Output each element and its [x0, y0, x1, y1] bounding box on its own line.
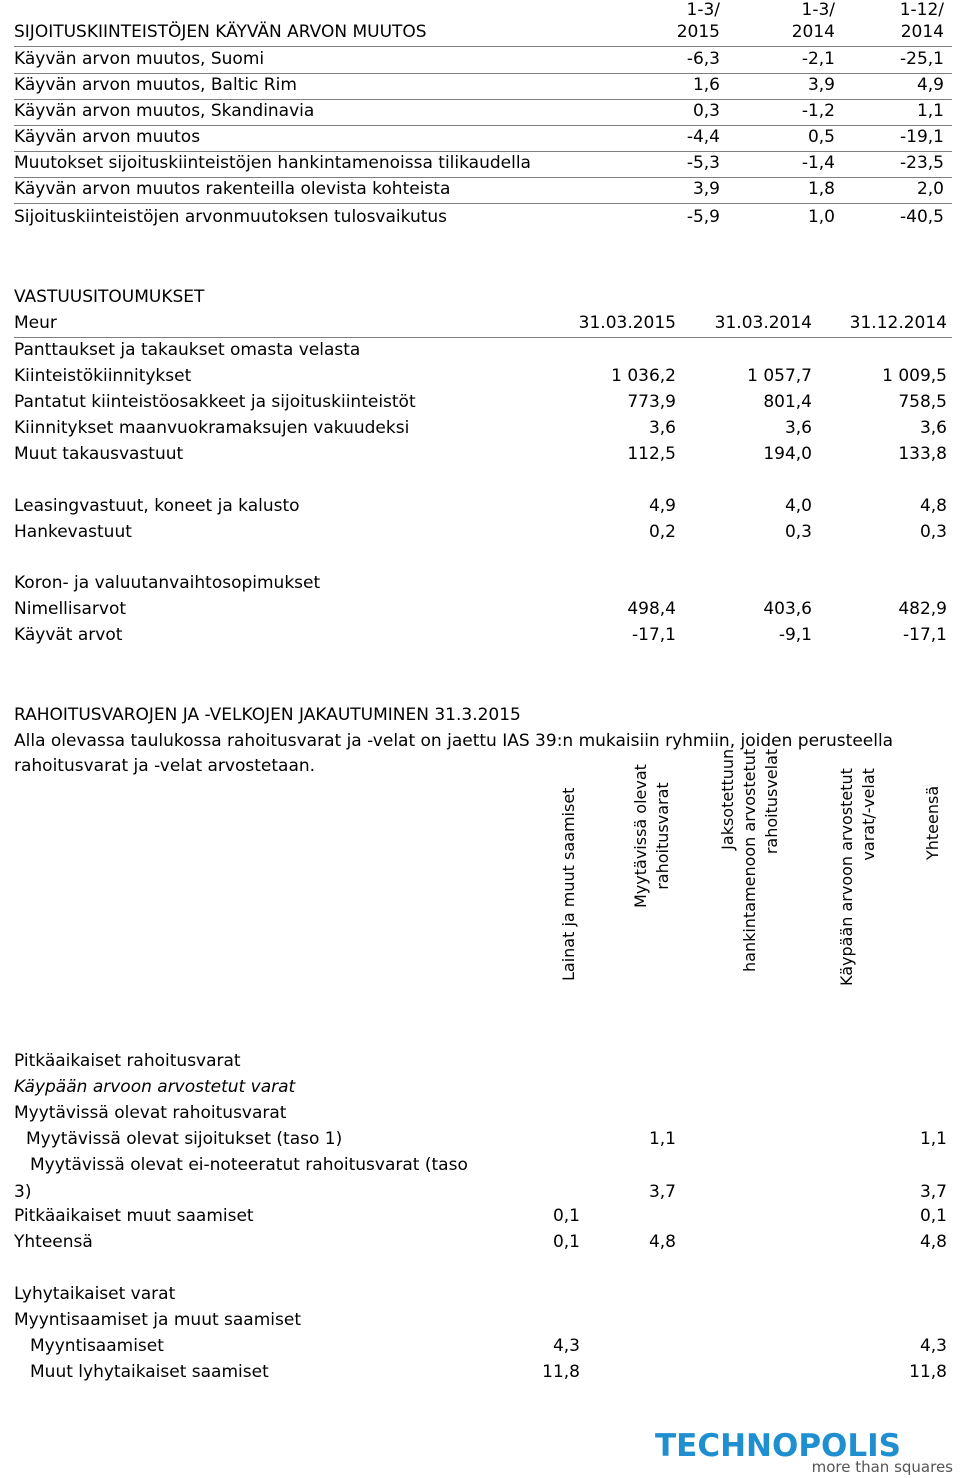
col-header-line: hankintamenoon arvostetut	[740, 748, 759, 972]
row-label: Myyntisaamiset	[30, 1336, 164, 1356]
row-label: Lyhytaikaiset varat	[14, 1284, 176, 1304]
row-label: Sijoituskiinteistöjen arvonmuutoksen tulosvaikutus	[14, 207, 448, 227]
row-value: -23,5	[900, 153, 944, 173]
row-label: Myytävissä olevat ei-noteeratut rahoitusvarat (taso	[30, 1155, 468, 1175]
row-value: 1 009,5	[882, 366, 947, 386]
section3-title: RAHOITUSVAROJEN JA -VELKOJEN JAKAUTUMINEN 31.3.2015	[14, 705, 521, 725]
table-row	[14, 75, 952, 101]
row-label: Kiinteistökiinnitykset	[14, 366, 192, 386]
divider	[14, 203, 952, 204]
section3-title-row	[14, 705, 952, 731]
section2-unit: Meur	[14, 313, 57, 333]
row-value: 773,9	[627, 392, 676, 412]
row-value: 1,6	[692, 75, 720, 95]
row-value: -17,1	[632, 625, 676, 645]
table-row	[14, 1129, 952, 1155]
row-value: 2,0	[916, 179, 944, 199]
row-value: -19,1	[900, 127, 944, 147]
row-value: 3,6	[648, 418, 676, 438]
col-header-line: Käypään arvoon arvostetut	[837, 768, 856, 986]
s1-col1-bottom: 2015	[676, 22, 720, 42]
description-line: Alla olevassa taulukossa rahoitusvarat ja -velat on jaettu IAS 39:n mukaisiin ryhmiin, joiden perusteella	[14, 731, 894, 751]
row-value: -5,3	[686, 153, 720, 173]
row-value: 758,5	[898, 392, 947, 412]
table-row	[14, 496, 952, 522]
row-value: -25,1	[900, 49, 944, 69]
s1-col3-top: 1-12/	[899, 0, 944, 20]
row-value: -9,1	[778, 625, 812, 645]
row-value: 0,3	[919, 522, 947, 542]
row-value: 1,8	[807, 179, 835, 199]
table-row	[14, 1336, 952, 1362]
row-value: 133,8	[898, 444, 947, 464]
row-value: 4,8	[919, 1232, 947, 1252]
s1-col1-top: 1-3/	[686, 0, 720, 20]
row-value: 3,6	[919, 418, 947, 438]
row-value: -17,1	[903, 625, 947, 645]
col-header-line: Lainat ja muut saamiset	[559, 787, 578, 981]
row-value: 11,8	[542, 1362, 580, 1382]
row-value: 801,4	[763, 392, 812, 412]
row-value: 1,1	[919, 1129, 947, 1149]
logo-tagline: more than squares	[811, 1458, 953, 1476]
row-label: Pitkäaikaiset rahoitusvarat	[14, 1051, 241, 1071]
row-value: 403,6	[763, 599, 812, 619]
row-value: -4,4	[686, 127, 720, 147]
table-row	[14, 444, 952, 470]
divider	[14, 125, 952, 126]
row-label: Käyvän arvon muutos, Suomi	[14, 49, 265, 69]
row-value: -40,5	[900, 207, 944, 227]
row-value: 1,0	[807, 207, 835, 227]
row-value: 4,9	[916, 75, 944, 95]
row-value: 0,1	[552, 1206, 580, 1226]
technopolis-logo	[655, 1428, 955, 1476]
row-value: 4,9	[648, 496, 676, 516]
row-label: Muutokset sijoituskiinteistöjen hankintamenoissa tilikaudella	[14, 153, 531, 173]
table-row	[14, 179, 952, 205]
table-row	[14, 1310, 952, 1336]
row-value: 498,4	[627, 599, 676, 619]
row-label: Käyvän arvon muutos, Baltic Rim	[14, 75, 297, 95]
section1-header	[14, 22, 952, 48]
row-label: Käyvän arvon muutos, Skandinavia	[14, 101, 315, 121]
row-value: -1,2	[801, 101, 835, 121]
col-header-line: rahoitusvarat	[653, 782, 672, 890]
row-label: Muut takausvastuut	[14, 444, 184, 464]
divider	[14, 73, 952, 74]
row-label: Myyntisaamiset ja muut saamiset	[14, 1310, 301, 1330]
row-label: Pitkäaikaiset muut saamiset	[14, 1206, 254, 1226]
row-value: 0,2	[648, 522, 676, 542]
table-row	[14, 1077, 952, 1103]
row-label: Myytävissä olevat sijoitukset (taso 1)	[26, 1129, 343, 1149]
section2-title: VASTUUSITOUMUKSET	[14, 287, 205, 307]
row-value: 0,5	[807, 127, 835, 147]
row-value: 482,9	[898, 599, 947, 619]
table-row	[14, 522, 952, 548]
section2-title-row	[14, 287, 952, 313]
row-label: Koron- ja valuutanvaihtosopimukset	[14, 573, 321, 593]
table-row	[14, 418, 952, 444]
description-line: rahoitusvarat ja -velat arvostetaan.	[14, 756, 316, 776]
row-value: 4,3	[552, 1336, 580, 1356]
row-value: 3,6	[784, 418, 812, 438]
divider	[14, 177, 952, 178]
row-label: Käyvän arvon muutos rakenteilla olevista kohteista	[14, 179, 451, 199]
row-value: -2,1	[801, 49, 835, 69]
divider	[14, 46, 952, 47]
row-value: 1,1	[648, 1129, 676, 1149]
row-value: 11,8	[909, 1362, 947, 1382]
row-value: 194,0	[763, 444, 812, 464]
row-value: -1,4	[801, 153, 835, 173]
table-row	[14, 625, 952, 651]
row-label: Käyvät arvot	[14, 625, 123, 645]
table-row	[14, 127, 952, 153]
col-header-line: Yhteensä	[923, 785, 942, 860]
col-header-line: rahoitusvelat	[762, 748, 781, 855]
row-value: 3,7	[648, 1182, 676, 1202]
row-value: 0,1	[919, 1206, 947, 1226]
table-row	[14, 1182, 952, 1208]
col-header-line: varat/-velat	[859, 768, 878, 861]
row-value: 4,8	[919, 496, 947, 516]
table-row	[14, 1051, 952, 1077]
row-label: Käyvän arvon muutos	[14, 127, 201, 147]
table-row	[14, 1206, 952, 1232]
row-value: 0,3	[692, 101, 720, 121]
section1-title: SIJOITUSKIINTEISTÖJEN KÄYVÄN ARVON MUUTOS	[14, 22, 427, 42]
row-value: 1,1	[916, 101, 944, 121]
table-row	[14, 1284, 952, 1310]
row-value: 1 036,2	[611, 366, 676, 386]
row-label: 3)	[14, 1182, 32, 1202]
table-row	[14, 207, 952, 233]
s1-col2-top: 1-3/	[801, 0, 835, 20]
table-row	[14, 1103, 952, 1129]
row-label: Hankevastuut	[14, 522, 132, 542]
row-label: Muut lyhytaikaiset saamiset	[30, 1362, 269, 1382]
row-value: 0,1	[552, 1232, 580, 1252]
table-row	[14, 153, 952, 179]
table-row	[14, 1155, 952, 1181]
section2-header	[14, 313, 952, 339]
row-label: Käypään arvoon arvostetut varat	[14, 1077, 296, 1097]
row-value: 3,9	[692, 179, 720, 199]
col-header-line: Jaksotettuun	[718, 748, 737, 850]
table-row	[14, 573, 952, 599]
divider	[14, 337, 952, 338]
row-label: Yhteensä	[14, 1232, 93, 1252]
row-value: 0,3	[784, 522, 812, 542]
row-value: -5,9	[686, 207, 720, 227]
logo-wordmark: TECHNOPOLIS	[655, 1428, 902, 1464]
table-row	[14, 366, 952, 392]
table-row	[14, 101, 952, 127]
row-value: 112,5	[627, 444, 676, 464]
row-label: Leasingvastuut, koneet ja kalusto	[14, 496, 300, 516]
row-label: Kiinnitykset maanvuokramaksujen vakuudeksi	[14, 418, 410, 438]
row-value: 4,0	[784, 496, 812, 516]
table-row	[14, 49, 952, 75]
table-row	[14, 340, 952, 366]
s2-col2-header: 31.03.2014	[714, 313, 812, 333]
row-value: -6,3	[686, 49, 720, 69]
row-value: 1 057,7	[747, 366, 812, 386]
col-header-line: Myytävissä olevat	[631, 764, 650, 908]
row-value: 3,7	[919, 1182, 947, 1202]
row-label: Pantatut kiinteistöosakkeet ja sijoituskiinteistöt	[14, 392, 416, 412]
row-label: Myytävissä olevat rahoitusvarat	[14, 1103, 287, 1123]
table-row	[14, 599, 952, 625]
table-row	[14, 392, 952, 418]
table-row	[14, 1232, 952, 1258]
divider	[14, 99, 952, 100]
row-value: 4,3	[919, 1336, 947, 1356]
row-label: Panttaukset ja takaukset omasta velasta	[14, 340, 361, 360]
s1-col2-bottom: 2014	[791, 22, 835, 42]
s1-col3-bottom: 2014	[900, 22, 944, 42]
s2-col3-header: 31.12.2014	[849, 313, 947, 333]
table-row	[14, 1362, 952, 1388]
row-value: 4,8	[648, 1232, 676, 1252]
s2-col1-header: 31.03.2015	[578, 313, 676, 333]
row-value: 3,9	[807, 75, 835, 95]
divider	[14, 151, 952, 152]
row-label: Nimellisarvot	[14, 599, 127, 619]
